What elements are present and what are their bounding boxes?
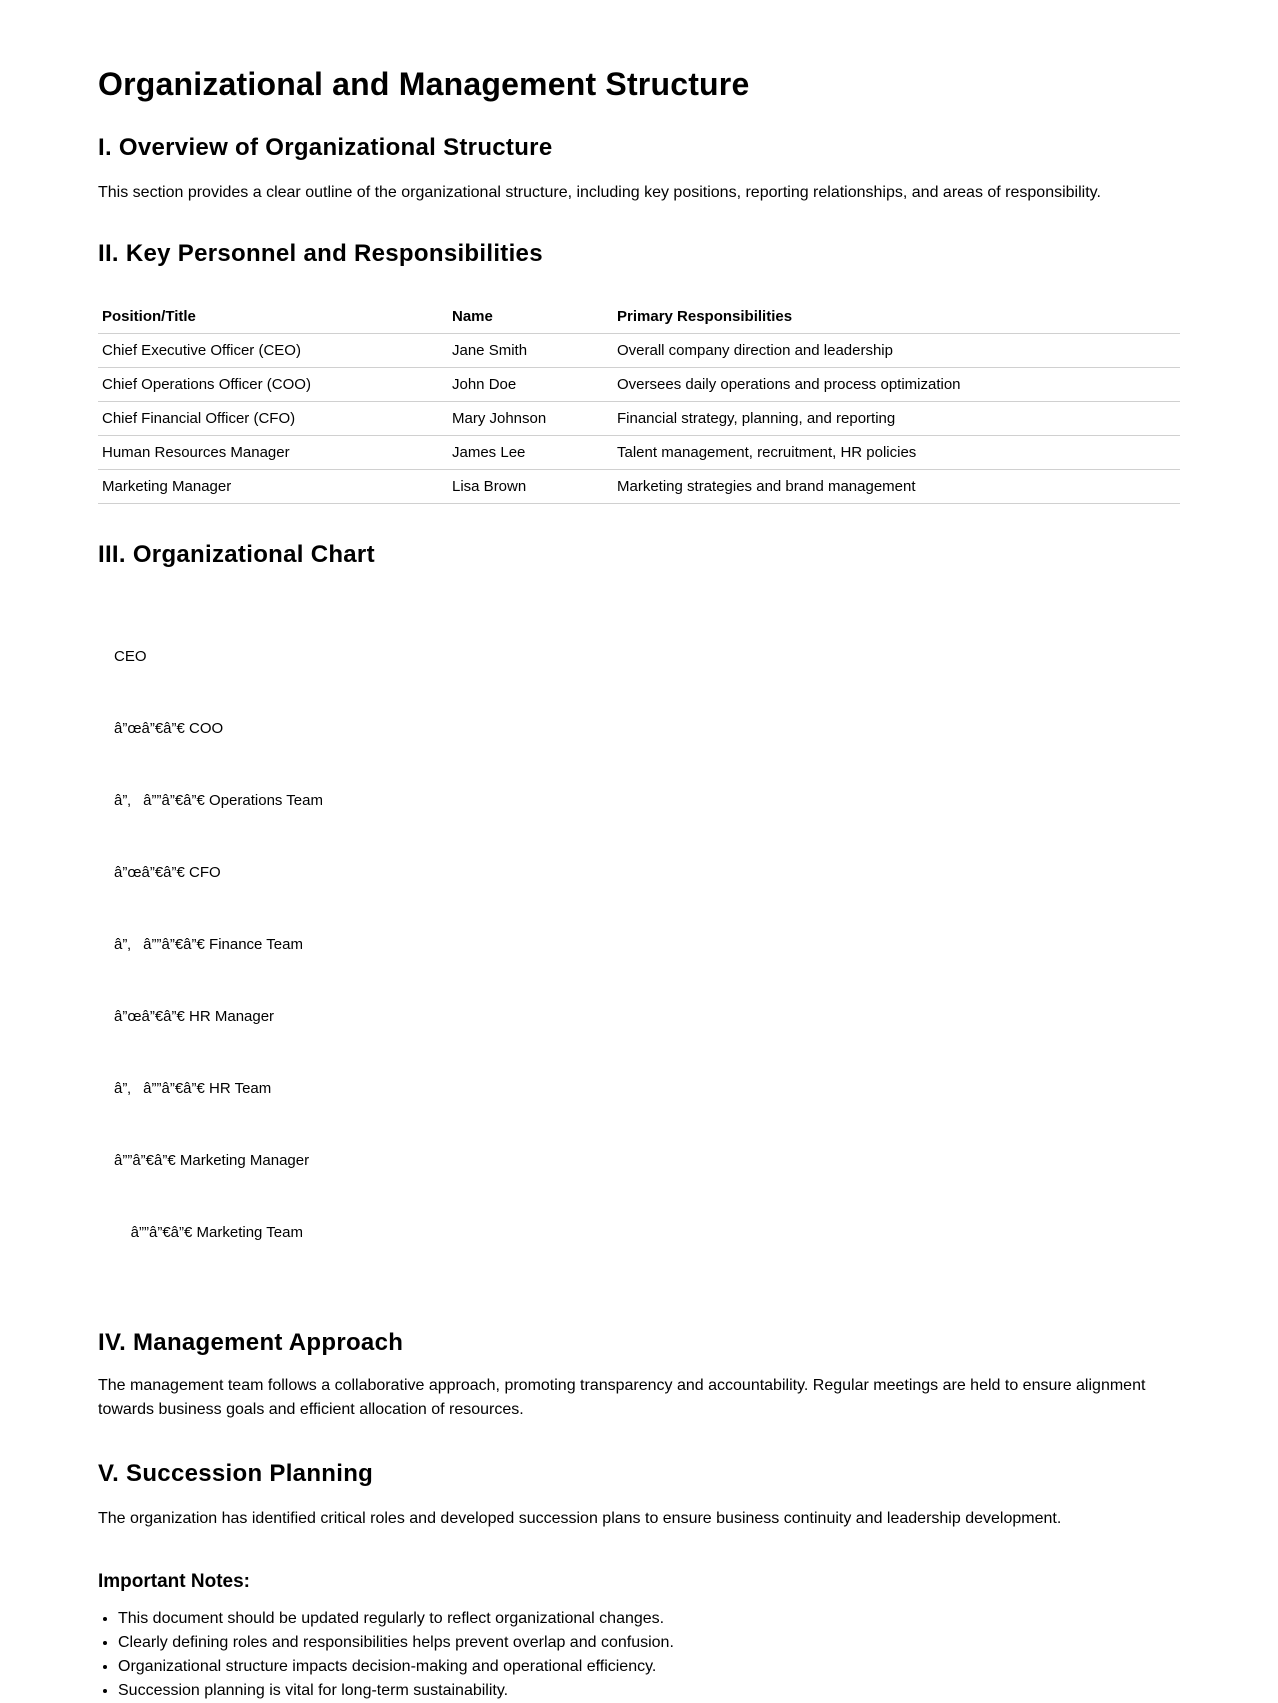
- org-chart-heading: III. Organizational Chart: [98, 541, 375, 568]
- personnel-table: [98, 300, 1180, 504]
- cell-name: Lisa Brown: [448, 470, 613, 504]
- cell-name: John Doe: [448, 368, 613, 402]
- cell-responsibilities: Talent management, recruitment, HR policies: [613, 436, 1180, 470]
- management-heading: IV. Management Approach: [98, 1329, 404, 1356]
- management-text: The management team follows a collaborative approach, promoting transparency and accountability. Regular meetings are held to ensure alignment towards business goals and efficient allocation of resources.: [98, 1377, 1146, 1418]
- org-chart-line: â”œâ”€â”€ COO: [114, 720, 224, 737]
- cell-responsibilities: Marketing strategies and brand management: [613, 470, 1180, 504]
- column-header-responsibilities: Primary Responsibilities: [613, 300, 1180, 334]
- table-row: [98, 470, 1180, 504]
- cell-responsibilities: Financial strategy, planning, and reporting: [613, 402, 1180, 436]
- overview-text: This section provides a clear outline of the organizational structure, including key positions, reporting relationships, and areas of responsibility.: [98, 184, 1101, 201]
- org-chart-line: â”‚ â””â”€â”€ HR Team: [114, 1080, 272, 1097]
- table-row: [98, 334, 1180, 368]
- cell-responsibilities: Oversees daily operations and process optimization: [613, 368, 1180, 402]
- cell-name: Jane Smith: [448, 334, 613, 368]
- org-chart-line: â”œâ”€â”€ CFO: [114, 864, 221, 881]
- cell-position: Chief Operations Officer (COO): [98, 368, 448, 402]
- list-item: • Clearly defining roles and responsibilities helps prevent overlap and confusion.: [118, 1631, 1180, 1655]
- org-chart-line: â””â”€â”€ Marketing Manager: [114, 1152, 310, 1169]
- list-item: • Organizational structure impacts decision-making and operational efficiency.: [118, 1655, 1180, 1679]
- cell-responsibilities: Overall company direction and leadership: [613, 334, 1180, 368]
- org-chart: [98, 597, 1180, 1293]
- table-header-row: [98, 300, 1180, 334]
- table-row: [98, 402, 1180, 436]
- document-title: Organizational and Management Structure: [98, 66, 750, 102]
- column-header-position: Position/Title: [98, 300, 448, 334]
- succession-text: The organization has identified critical roles and developed succession plans to ensure business continuity and leadership development.: [98, 1510, 1062, 1527]
- cell-name: James Lee: [448, 436, 613, 470]
- succession-heading: V. Succession Planning: [98, 1460, 374, 1487]
- overview-heading: I. Overview of Organizational Structure: [98, 134, 553, 161]
- org-chart-line: â”‚ â””â”€â”€ Operations Team: [114, 792, 323, 809]
- cell-position: Marketing Manager: [98, 470, 448, 504]
- org-chart-line: â””â”€â”€ Marketing Team: [114, 1224, 303, 1241]
- table-row: [98, 436, 1180, 470]
- list-item: • This document should be updated regularly to reflect organizational changes.: [118, 1607, 1180, 1631]
- cell-position: Human Resources Manager: [98, 436, 448, 470]
- table-row: [98, 368, 1180, 402]
- org-chart-line: CEO: [114, 648, 147, 665]
- column-header-name: Name: [448, 300, 613, 334]
- cell-name: Mary Johnson: [448, 402, 613, 436]
- personnel-heading: II. Key Personnel and Responsibilities: [98, 240, 543, 267]
- notes-list: [98, 1607, 1180, 1703]
- org-chart-line: â”œâ”€â”€ HR Manager: [114, 1008, 275, 1025]
- cell-position: Chief Financial Officer (CFO): [98, 402, 448, 436]
- cell-position: Chief Executive Officer (CEO): [98, 334, 448, 368]
- org-chart-line: â”‚ â””â”€â”€ Finance Team: [114, 936, 303, 953]
- notes-heading: Important Notes:: [98, 1571, 250, 1592]
- list-item: • Succession planning is vital for long-term sustainability.: [118, 1679, 1180, 1703]
